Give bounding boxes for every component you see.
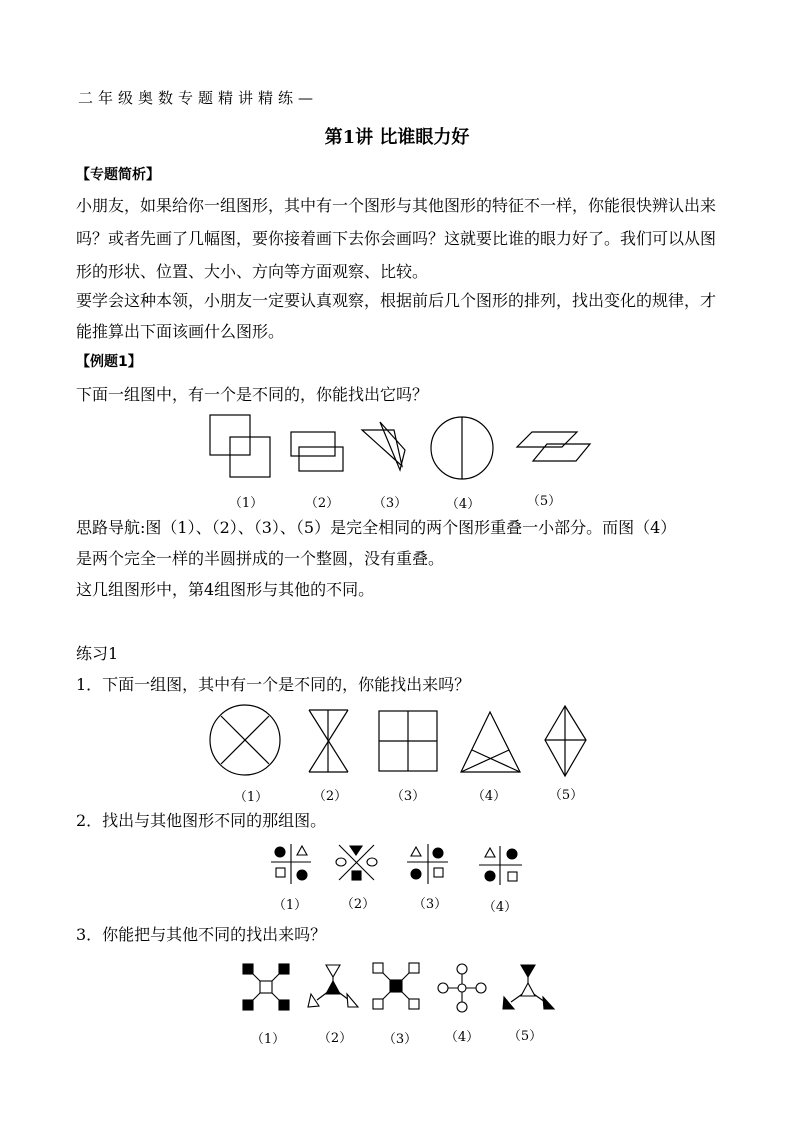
q3-label-5: （5） [507,1029,543,1044]
ex1-label-5: （5） [526,494,562,509]
q1-text: 1．下面一组图，其中有一个是不同的，你能找出来吗？ [76,675,471,694]
q3-label-3: （3） [382,1032,418,1047]
intro-line-2: 吗？或者先画了几幅图，要你接着画下去你会画吗？这就要比谁的眼力好了。我们可以从图 [76,229,717,248]
intro-heading: 【专题简析】 [76,167,160,183]
intro-line-1: 小朋友，如果给你一组图形，其中有一个图形与其他图形的特征不一样，你能很快辨认出来 [76,196,717,215]
q3-figure-2 [308,965,358,1007]
intro-line-3: 形的形状、位置、大小、方向等方面观察、比较。 [76,262,429,281]
ex1-figure-2-overlapping-rectangles [291,432,343,471]
practice-heading: 练习1 [76,644,119,663]
ex1-label-4: （4） [445,497,481,512]
q3-figure-5 [503,965,554,1009]
q2-figure-2 [336,845,377,880]
q1-figure-3-divided-square [379,711,437,771]
example1-explanation-1: 思路导航:图（1）、（2）、（3）、（5）是完全相同的两个图形重叠一小部分。而图（4） [76,518,677,537]
ex1-figure-3-overlapping-triangles [362,422,405,470]
q1-label-4: （4） [471,789,507,804]
q1-figure-2-hourglass [309,710,348,772]
q3-figure-4 [438,964,486,1012]
q3-figures [0,955,794,1025]
intro-line-5: 能推算出下面该画什么图形。 [76,322,285,341]
example1-explanation-2: 是两个完全一样的半圆拼成的一个整圆，没有重叠。 [76,549,445,568]
ex1-label-1: （1） [228,496,264,511]
q3-figure-1 [243,964,289,1010]
ex1-figure-4-circle-halves [431,417,493,479]
q2-label-4: （4） [482,900,518,915]
example1-heading: 【例题1】 [76,354,142,370]
q3-label-4: （4） [444,1030,480,1045]
example1-question: 下面一组图中，有一个是不同的，你能找出它吗？ [76,385,429,404]
q3-label-1: （1） [250,1032,286,1047]
ex1-label-2: （2） [304,496,340,511]
q1-figures [0,702,794,782]
q3-figure-3 [373,963,419,1009]
lesson-title: 第1讲 比谁眼力好 [324,127,470,148]
q1-figure-1-circle-with-x [210,705,280,775]
q1-label-1: （1） [233,790,269,805]
q3-text: 3．你能把与其他不同的找出来吗？ [76,925,327,944]
series-title: 二年级奥数专题精讲精练— [78,89,319,107]
ex1-figure-1-overlapping-squares [210,415,270,477]
q2-figures [0,838,794,898]
q2-label-2: （2） [340,897,376,912]
intro-line-4: 要学会这种本领，小朋友一定要认真观察，根据前后几个图形的排列，找出变化的规律，才 [76,291,717,310]
q2-figure-1 [271,844,311,884]
q2-figure-3 [407,844,448,884]
q1-label-2: （2） [312,789,348,804]
q2-label-3: （3） [412,897,448,912]
q1-label-5: （5） [548,788,584,803]
ex1-figure-5-overlapping-parallelograms [517,432,590,461]
example1-explanation-3: 这几组图形中，第4组图形与其他的不同。 [76,580,375,599]
ex1-label-3: （3） [372,496,408,511]
q2-figure-4 [479,846,522,885]
q1-figure-4-triangle-with-lines [461,712,520,772]
q1-label-3: （3） [390,789,426,804]
q1-figure-5-diamond [545,706,586,776]
q2-label-1: （1） [272,898,308,913]
example1-figures [0,410,794,480]
q2-text: 2．找出与其他图形不同的那组图。 [76,811,327,830]
q3-label-2: （2） [317,1031,353,1046]
